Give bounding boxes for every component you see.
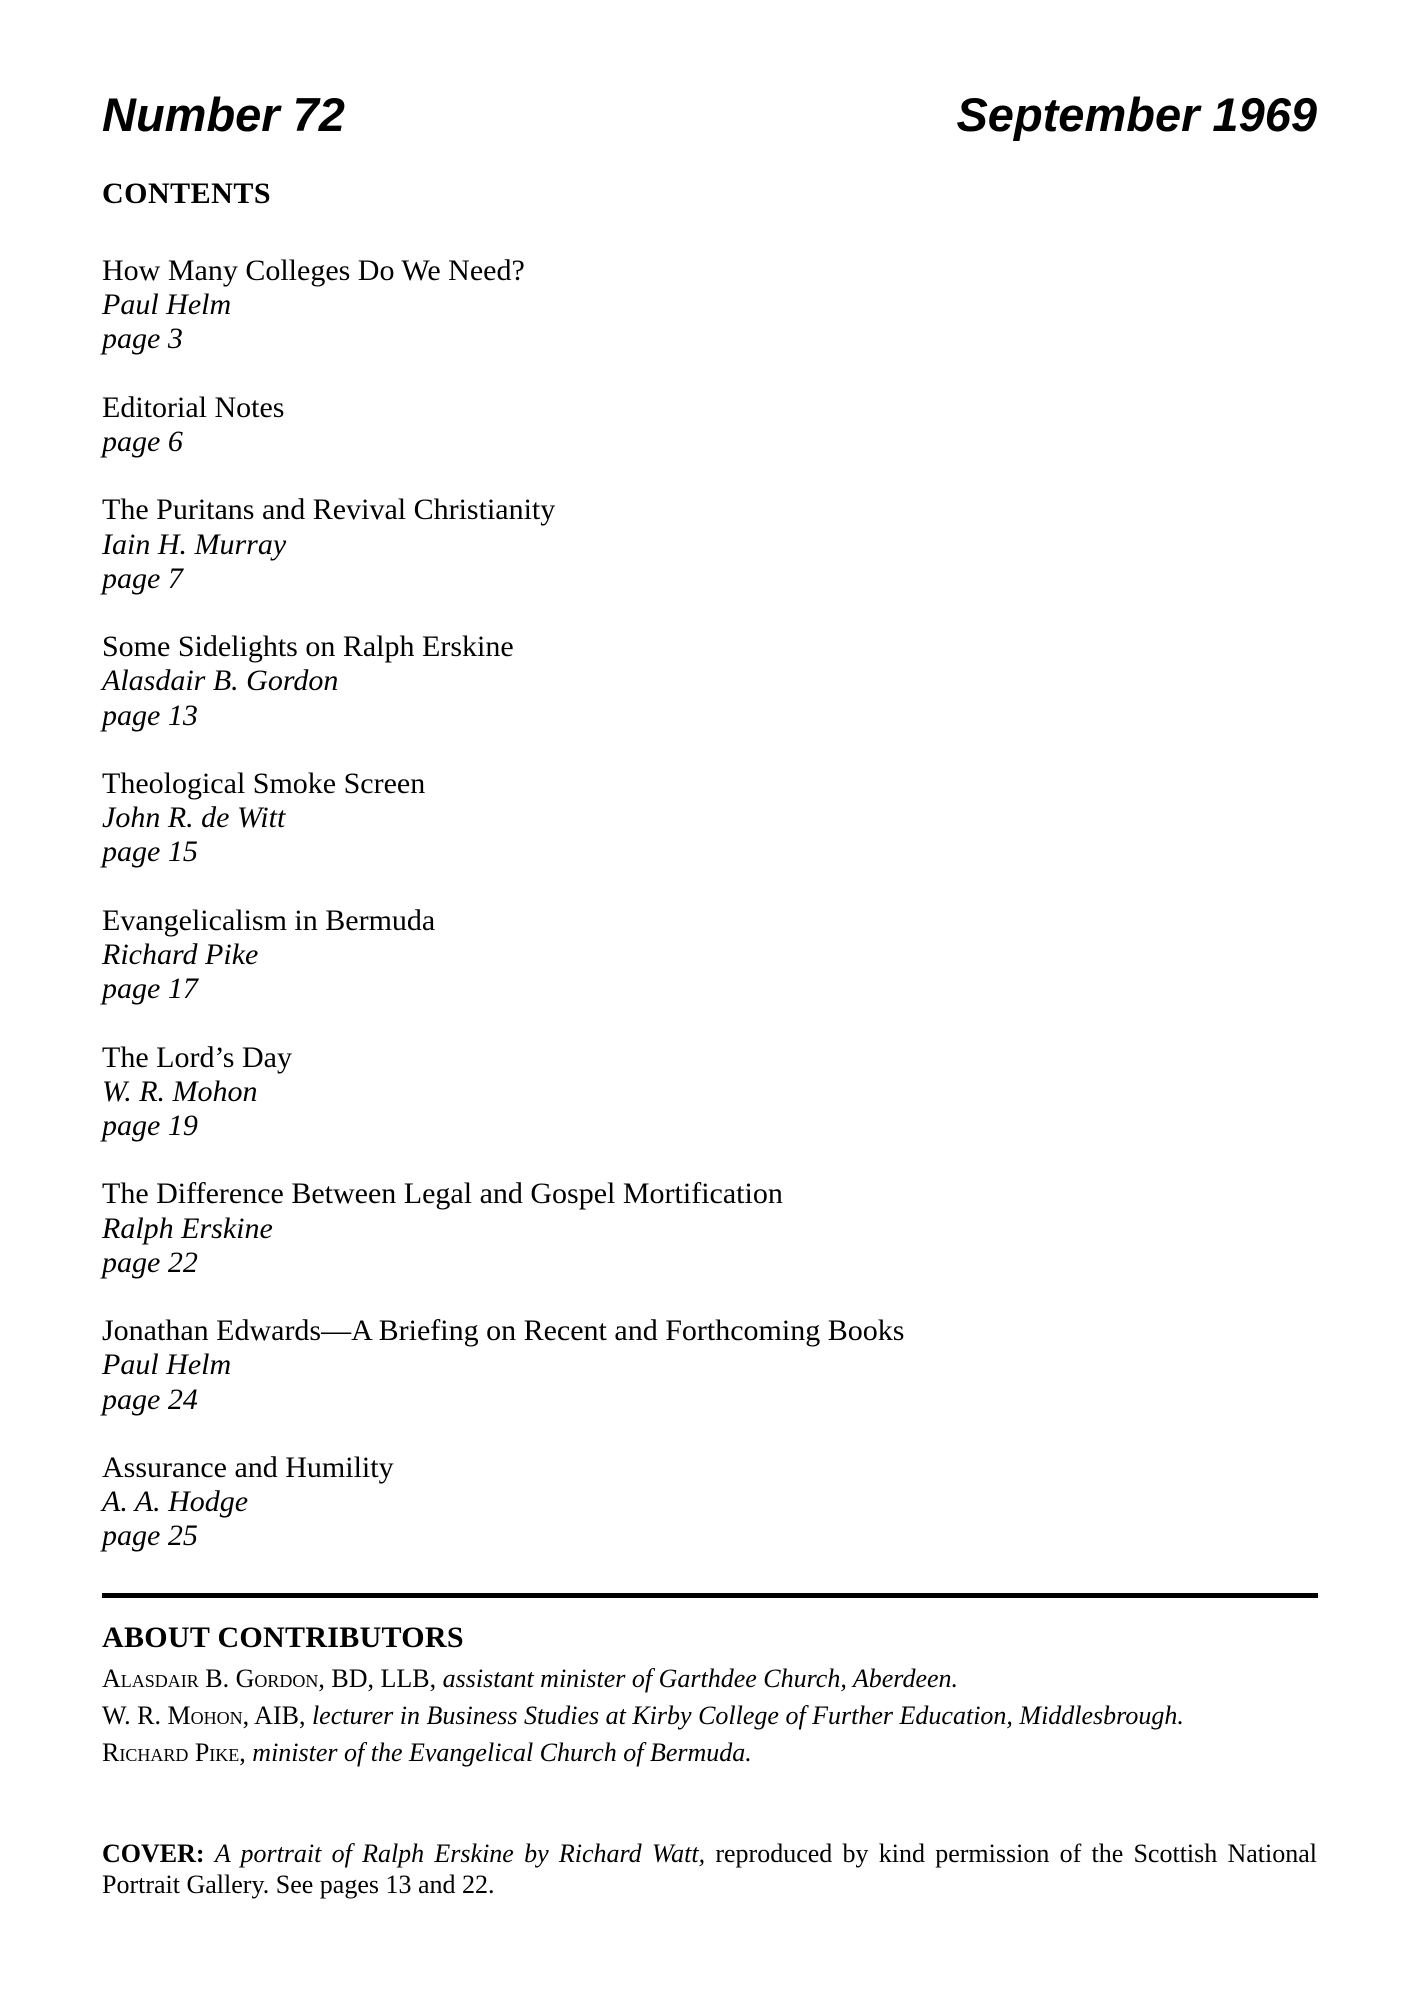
contributor-name: Richard Pike [102, 1738, 240, 1767]
toc-entry-title: Assurance and Humility [102, 1450, 394, 1484]
toc-entry-author: A. A. Hodge [102, 1485, 249, 1519]
contributor-role: minister of the Evangelical Church of Bermuda. [252, 1738, 752, 1767]
about-contributors-heading: ABOUT CONTRIBUTORS [102, 1621, 464, 1654]
table-of-contents [102, 254, 1317, 1588]
toc-entry [102, 1177, 1317, 1280]
toc-entry-author: Ralph Erskine [102, 1211, 273, 1245]
toc-entry-author: Richard Pike [102, 937, 259, 971]
contributor-name: W. R. Mohon [102, 1701, 243, 1730]
cover-rest-text: reproduced by kind permission of the Scottish National [715, 1839, 1318, 1868]
toc-entry [102, 493, 1317, 596]
contributor-credentials: , [239, 1738, 253, 1767]
toc-entry-title: Some Sidelights on Ralph Erskine [102, 630, 514, 664]
toc-entry-page: page 19 [102, 1108, 198, 1142]
toc-entry-page: page 25 [102, 1519, 198, 1553]
toc-entry-author: Iain H. Murray [102, 527, 287, 561]
toc-entry-page: page 22 [102, 1245, 198, 1279]
divider-rule [102, 1593, 1318, 1598]
toc-entry-author: Paul Helm [102, 288, 232, 322]
contributor-line [102, 1697, 1317, 1734]
toc-entry-author: Paul Helm [102, 1348, 232, 1382]
cover-note [102, 1839, 1317, 1900]
contributors-list [102, 1660, 1317, 1771]
toc-entry [102, 630, 1317, 733]
toc-entry-page: page 3 [102, 322, 183, 356]
contributor-line [102, 1734, 1317, 1771]
contents-heading: CONTENTS [102, 177, 272, 210]
toc-entry [102, 904, 1317, 1007]
toc-entry [102, 1451, 1317, 1554]
contributor-line [102, 1660, 1317, 1697]
toc-entry-title: Editorial Notes [102, 390, 285, 424]
cover-note-line1 [102, 1839, 1317, 1870]
contributor-role: assistant minister of Garthdee Church, Aberdeen. [442, 1664, 959, 1693]
toc-entry-author: John R. de Witt [102, 801, 286, 835]
toc-entry-title: The Difference Between Legal and Gospel Mortification [102, 1177, 783, 1211]
toc-entry [102, 391, 1317, 459]
masthead [102, 88, 1317, 141]
toc-entry-page: page 24 [102, 1382, 198, 1416]
toc-entry-title: The Puritans and Revival Christianity [102, 493, 556, 527]
cover-label: COVER: [102, 1839, 205, 1868]
toc-entry-author: Alasdair B. Gordon [102, 664, 339, 698]
issue-number: Number 72 [102, 88, 345, 141]
toc-entry [102, 767, 1317, 870]
toc-entry-page: page 15 [102, 835, 198, 869]
cover-italic-text: A portrait of Ralph Erskine by Richard Watt, [214, 1839, 706, 1868]
issue-date: September 1969 [956, 88, 1317, 141]
cover-note-line2: Portrait Gallery. See pages 13 and 22. [102, 1869, 495, 1899]
toc-entry-page: page 13 [102, 698, 198, 732]
contributor-credentials: , AIB, [242, 1701, 312, 1730]
toc-entry [102, 1041, 1317, 1144]
toc-entry [102, 254, 1317, 357]
contributor-credentials: , BD, LLB, [318, 1664, 443, 1693]
toc-entry-title: Theological Smoke Screen [102, 766, 426, 800]
toc-entry [102, 1314, 1317, 1417]
toc-entry-title: Jonathan Edwards—A Briefing on Recent and Forthcoming Books [102, 1314, 905, 1348]
toc-entry-page: page 17 [102, 972, 198, 1006]
toc-entry-title: How Many Colleges Do We Need? [102, 254, 525, 287]
contributor-name: Alasdair B. Gordon [102, 1664, 319, 1693]
toc-entry-author: W. R. Mohon [102, 1074, 258, 1108]
toc-entry-page: page 6 [102, 425, 183, 458]
toc-entry-title: Evangelicalism in Bermuda [102, 903, 436, 937]
toc-entry-title: The Lord’s Day [102, 1040, 292, 1074]
toc-entry-page: page 7 [102, 561, 183, 595]
contributor-role: lecturer in Business Studies at Kirby College of Further Education, Middlesbrough. [311, 1701, 1184, 1730]
